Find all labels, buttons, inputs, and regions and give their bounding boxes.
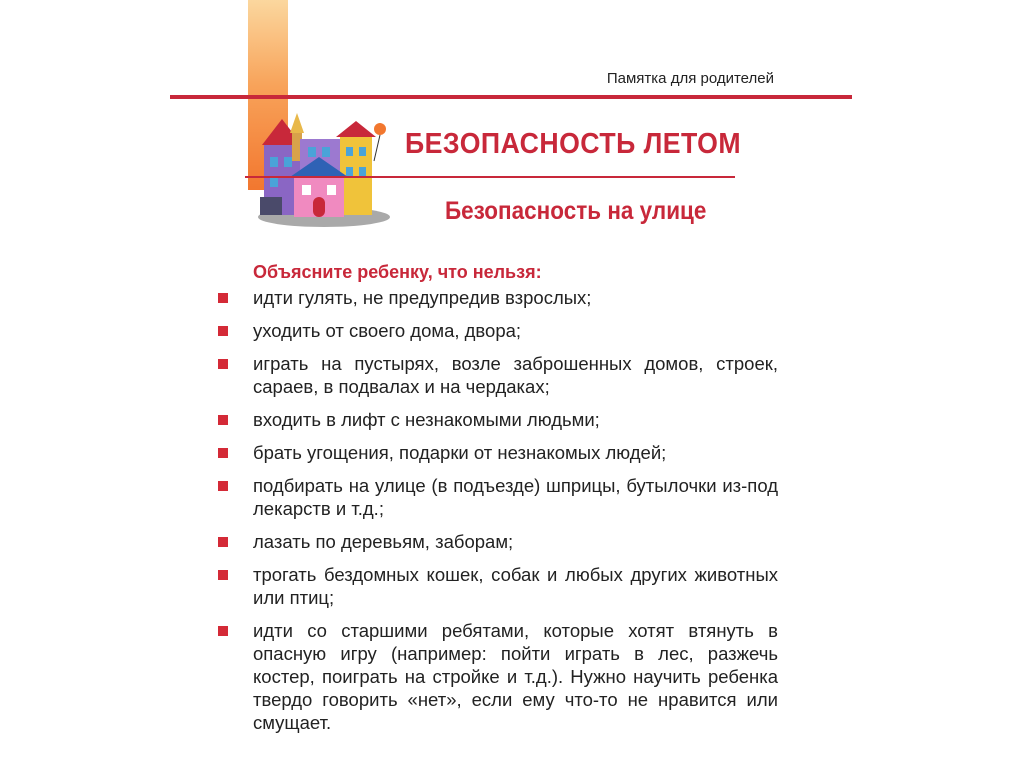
houses-illustration-icon (252, 113, 392, 233)
list-item (218, 286, 778, 309)
list-item (218, 619, 778, 734)
rule-text: уходить от своего дома, двора; (253, 320, 522, 341)
bullet-square-icon (218, 570, 228, 580)
list-item (218, 530, 778, 553)
list-item (218, 563, 778, 609)
rule-text: идти гулять, не предупредив взрослых; (253, 287, 592, 308)
rule-text: лазать по деревьям, заборам; (253, 531, 514, 552)
bullet-square-icon (218, 448, 228, 458)
list-item (218, 319, 778, 342)
bullet-square-icon (218, 626, 228, 636)
list-item (218, 352, 778, 398)
bullet-square-icon (218, 293, 228, 303)
rules-list (218, 286, 778, 744)
list-item (218, 408, 778, 431)
rule-text: идти со старшими ребятами, которые хотят втянуть в опасную игру (например: пойти играть в лес, разжечь костер, поиграть на стройке и т.д.). Нужно научить ребенка твердо говорить «нет», если ему что-то не нравится или смущает. (253, 620, 778, 733)
title-divider (245, 176, 735, 178)
rule-text: играть на пустырях, возле заброшенных домов, строек, сараев, в подвалах и на чердаках; (253, 353, 778, 397)
list-item (218, 474, 778, 520)
rule-text: трогать бездомных кошек, собак и любых других животных или птиц; (253, 564, 778, 608)
rule-text: брать угощения, подарки от незнакомых людей; (253, 442, 667, 463)
list-item (218, 441, 778, 464)
rule-text: подбирать на улице (в подъезде) шприцы, бутылочки из-под лекарств и т.д.; (253, 475, 778, 519)
bullet-square-icon (218, 415, 228, 425)
lead-text: Объясните ребенку, что нельзя: (253, 262, 542, 282)
bullet-square-icon (218, 326, 228, 336)
header-label: Памятка для родителей (606, 70, 774, 87)
bullet-square-icon (218, 359, 228, 369)
bullet-square-icon (218, 481, 228, 491)
top-divider (170, 95, 852, 99)
bullet-square-icon (218, 537, 228, 547)
rule-text: входить в лифт с незнакомыми людьми; (253, 409, 600, 430)
page-title: БЕЗОПАСНОСТЬ ЛЕТОМ (405, 128, 742, 160)
page-subtitle: Безопасность на улице (445, 197, 707, 225)
